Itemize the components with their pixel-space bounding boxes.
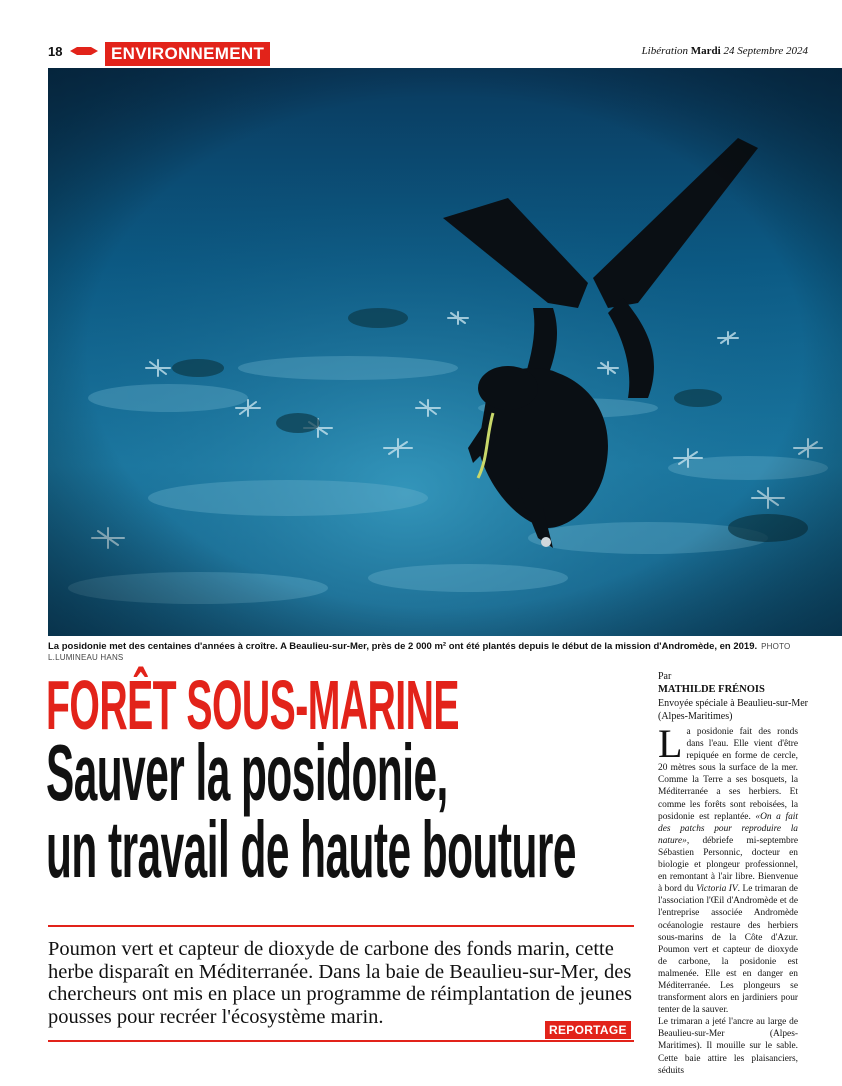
section-label: ENVIRONNEMENT xyxy=(105,42,270,66)
byline-label: Par xyxy=(658,671,672,682)
headline-line-1: Sauver la posidonie, xyxy=(46,728,448,817)
article-text: , débriefe mi-septembre Sébastien Personnic, docteur en biologie et plongeur professionnel, en remontant à l'air libre. Bienvenue à bord du xyxy=(658,835,798,895)
caption-text: La posidonie met des centaines d'années à croître. A Beaulieu-sur-Mer, près de 2 000 m² ont été plantés depuis le début de la mission d'Andromède, en 2019. xyxy=(48,641,758,652)
headline-line-2: un travail de haute bouture xyxy=(46,805,576,894)
article-paragraph: Le trimaran a jeté l'ancre au large de Beaulieu-sur-Mer (Alpes-Maritimes). Il mouille sur le sable. Cette baie attire les plaisanciers, séduits xyxy=(658,1017,798,1076)
reportage-tag: REPORTAGE xyxy=(545,1021,631,1039)
article-text: a posidonie fait des ronds dans l'eau. Elle vient d'être repiquée en forme de cercle, 20 mètres sous la surface de la mer. Comme la Terre a ses bosquets, la Méditerranée a ses herbiers. Et comme les forêts sont reboisées, la posidonie est replantée. xyxy=(658,727,798,822)
boat-name: Victoria IV xyxy=(696,884,738,895)
drop-cap: L xyxy=(658,721,683,766)
article-quote: «On a fait des patchs pour reproduire la nature» xyxy=(658,811,798,846)
article-text: . Le trimaran de l'association l'Œil d'Andromède et de l'entreprise associée Andromède océanologie restaure des herbiers sous-marins de la Côte d'Azur. Poumon vert et capteur de dioxyde de carbone, la posidonie est malmenée. Elle est en danger en Méditerranée. Les plongeurs se transforment alors en jardiniers pour tenter de la sauver. xyxy=(658,884,798,1016)
byline-role: Envoyée spéciale à Beaulieu-sur-Mer (Alpes-Maritimes) xyxy=(658,698,809,722)
masthead-day: Mardi xyxy=(690,45,721,57)
byline-author: MATHILDE FRÉNOIS xyxy=(658,684,765,695)
page-number: 18 xyxy=(48,44,63,59)
publication-name: Libération xyxy=(641,45,689,57)
photo-caption xyxy=(48,641,842,663)
article-paragraph xyxy=(658,721,798,1016)
headline-kicker: FORÊT SOUS-MARINE xyxy=(46,666,459,744)
article-body xyxy=(658,721,798,1077)
underwater-scene-illustration xyxy=(48,68,842,636)
masthead-date: 24 Septembre 2024 xyxy=(723,45,808,57)
diver-photo xyxy=(48,68,842,636)
standfirst-top-rule xyxy=(48,925,634,927)
diamond-arrow-icon xyxy=(70,46,98,56)
masthead xyxy=(642,45,808,57)
standfirst-bottom-rule xyxy=(48,1040,634,1042)
photo-credit: PHOTO L.LUMINEAU HANS xyxy=(48,642,791,662)
standfirst: Poumon vert et capteur de dioxyde de carbone des fonds marin, cette herbe disparaît en Méditerranée. Dans la baie de Beaulieu-sur-Mer, des chercheurs ont mis en place un programme de réimplantation de jeunes pousses pour recréer l'écosystème marin. xyxy=(48,938,633,1028)
